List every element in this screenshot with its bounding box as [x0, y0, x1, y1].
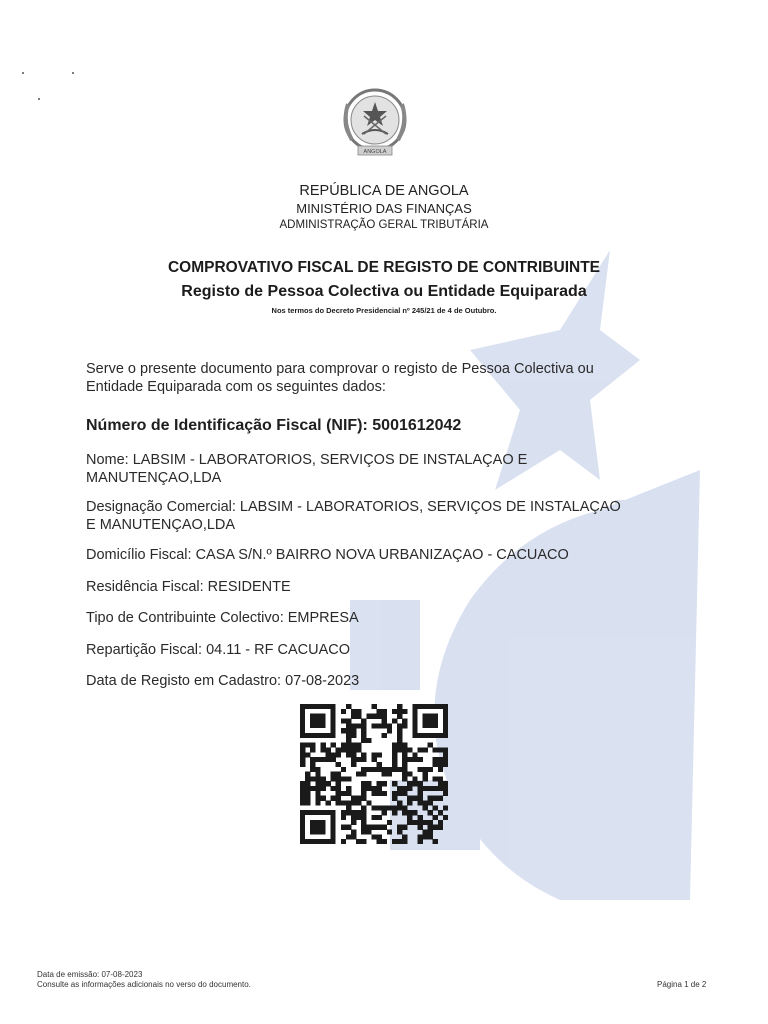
field-reparticao: Repartição Fiscal: 04.11 - RF CACUACO	[86, 642, 351, 658]
nif-number: Número de Identificação Fiscal (NIF): 5001612042	[86, 417, 462, 434]
qr-code-icon	[300, 704, 448, 844]
decree-note: Nos termos do Decreto Presidencial nº 245/21 de 4 de Outubro.	[271, 306, 497, 315]
document-subtitle: Registo de Pessoa Colectiva ou Entidade Equiparada	[181, 283, 587, 300]
document-title: COMPROVATIVO FISCAL DE REGISTO DE CONTRIBUINTE	[167, 259, 601, 276]
field-domicilio: Domicílio Fiscal: CASA S/N.º BAIRRO NOVA URBANIZAÇAO - CACUACO	[86, 547, 569, 563]
intro-paragraph	[86, 360, 686, 396]
field-designacao	[86, 498, 686, 534]
footer-note: Consulte as informações adicionais no verso do documento.	[37, 980, 251, 989]
field-designacao-line-1: Designação Comercial: LABSIM - LABORATORIOS, SERVIÇOS DE INSTALAÇAO	[86, 499, 621, 515]
field-designacao-line-2: E MANUTENÇAO,LDA	[86, 517, 236, 533]
intro-line-1: Serve o presente documento para comprovar o registo de Pessoa Colectiva ou	[86, 361, 594, 377]
footer-issue-date: Data de emissão: 07-08-2023	[37, 970, 143, 979]
emblem-banner-text: ANGOLA	[363, 149, 387, 155]
footer-info	[37, 970, 251, 990]
intro-line-2: Entidade Equiparada com os seguintes dados:	[86, 379, 386, 395]
field-data-registo: Data de Registo em Cadastro: 07-08-2023	[86, 673, 360, 689]
scan-speck	[38, 98, 40, 100]
field-nome-line-2: MANUTENÇAO,LDA	[86, 470, 222, 486]
header-country: REPÚBLICA DE ANGOLA	[299, 183, 469, 199]
header-administration: ADMINISTRAÇÃO GERAL TRIBUTÁRIA	[279, 219, 489, 231]
field-nome	[86, 451, 686, 487]
field-tipo-contribuinte: Tipo de Contribuinte Colectivo: EMPRESA	[86, 610, 359, 626]
scan-speck	[22, 72, 24, 74]
header-ministry: MINISTÉRIO DAS FINANÇAS	[296, 201, 472, 216]
angola-coat-of-arms-icon	[334, 82, 416, 164]
field-nome-line-1: Nome: LABSIM - LABORATORIOS, SERVIÇOS DE INSTALAÇAO E	[86, 452, 528, 468]
page-number: Página 1 de 2	[657, 980, 707, 989]
scan-speck	[72, 72, 74, 74]
field-residencia: Residência Fiscal: RESIDENTE	[86, 579, 291, 595]
